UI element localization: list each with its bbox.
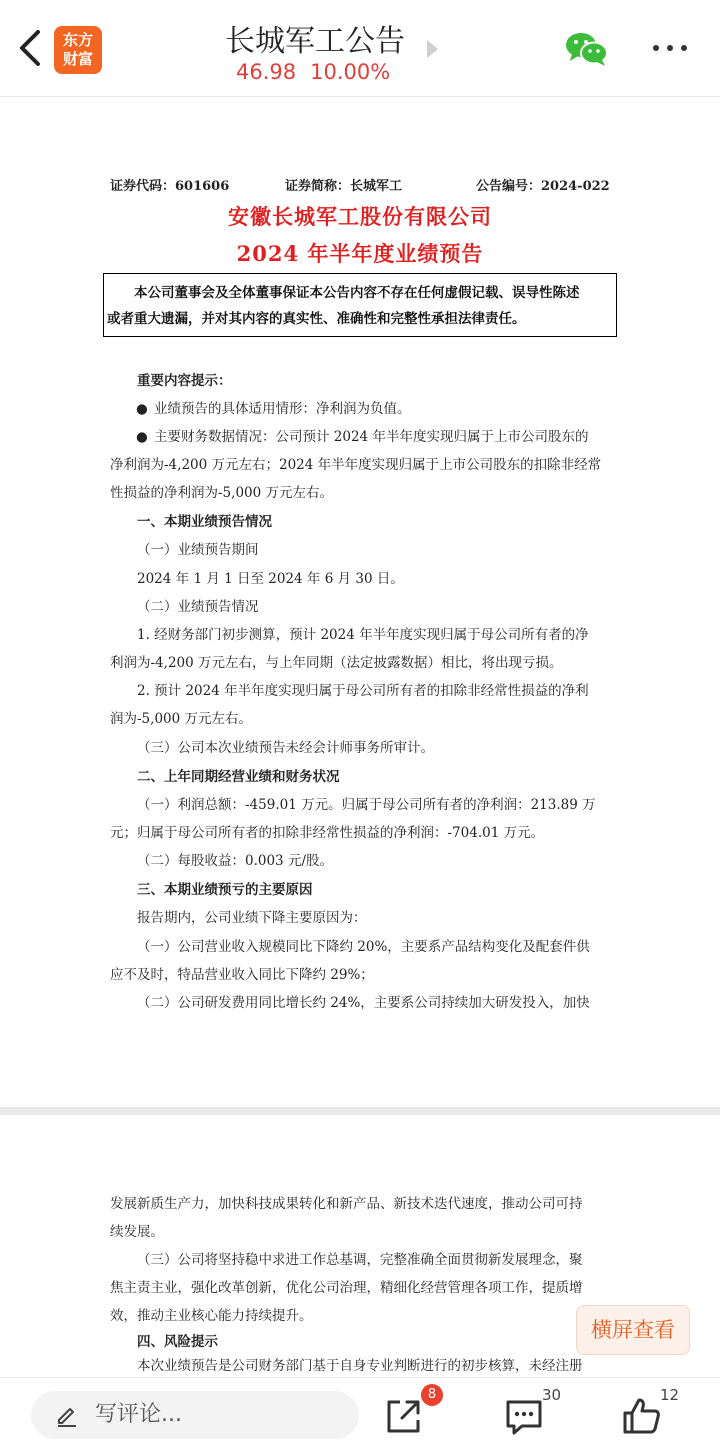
section-heading: 二、上年同期经营业绩和财务状况: [137, 769, 340, 785]
paragraph-line: （一）公司营业收入规模同比下降约 20%，主要系产品结构变化及配套件供: [137, 939, 590, 955]
security-code: 证券代码：601606: [110, 179, 230, 194]
bottom-action-bar: [0, 1377, 720, 1453]
document-title: 2024 年半年度业绩预告: [236, 241, 484, 266]
comment-count: 30: [542, 1386, 562, 1404]
bullet-icon: ●: [136, 401, 148, 417]
paragraph-line: （二）业绩预告情况: [137, 599, 259, 615]
paragraph-line: 本次业绩预告是公司财务部门基于自身专业判断进行的初步核算，未经注册: [137, 1358, 583, 1374]
stock-change: 10.00%: [310, 60, 391, 84]
notice-number: 公告编号：2024-022: [476, 179, 610, 194]
stock-price: 46.98: [236, 60, 297, 84]
paragraph-line: 润为-5,000 万元左右。: [110, 711, 253, 727]
security-abbr: 证券简称：长城军工: [285, 179, 403, 194]
pen-icon: [55, 1403, 79, 1427]
paragraph-line: 应不及时，特品营业收入同比下降约 29%；: [110, 967, 374, 983]
paragraph-line: 焦主责主业，强化改革创新，优化公司治理，精细化经营管理各项工作，提质增: [110, 1280, 583, 1296]
wechat-icon[interactable]: [564, 30, 610, 68]
statement-line: 本公司董事会及全体董事保证本公告内容不存在任何虚假记载、误导性陈述: [134, 285, 580, 301]
app-logo[interactable]: [54, 26, 102, 74]
page-title: 长城军工公告: [225, 24, 405, 59]
section-heading: 四、风险提示: [137, 1334, 218, 1350]
paragraph-line: 报告期内，公司业绩下降主要原因为：: [137, 910, 367, 926]
paragraph-line: （三）公司本次业绩预告未经会计师事务所审计。: [137, 740, 434, 756]
like-button[interactable]: [618, 1386, 680, 1440]
tip-text: 主要财务数据情况：公司预计 2024 年半年度实现归属于上市公司股东的: [154, 429, 589, 445]
landscape-view-button[interactable]: 横屏查看: [576, 1305, 690, 1355]
page-divider: [0, 1107, 720, 1115]
paragraph-line: （二）每股收益：0.003 元/股。: [137, 853, 333, 869]
share-icon: [382, 1394, 426, 1438]
share-button[interactable]: [380, 1387, 440, 1440]
paragraph-line: 利润为-4,200 万元左右，与上年同期（法定披露数据）相比，将出现亏损。: [110, 655, 563, 671]
stock-quote: [236, 60, 404, 84]
comment-placeholder: 写评论...: [95, 1402, 182, 1427]
top-nav-bar: [0, 0, 720, 97]
tip-text: 性损益的净利润为-5,000 万元左右。: [110, 485, 334, 501]
section-heading: 一、本期业绩预告情况: [137, 514, 272, 530]
like-count: 12: [660, 1386, 680, 1404]
bullet-icon: ●: [136, 429, 148, 445]
share-badge: 8: [421, 1384, 443, 1406]
paragraph-line: （三）公司将坚持稳中求进工作总基调，完整准确全面贯彻新发展理念，聚: [137, 1252, 583, 1268]
paragraph-line: （二）公司研发费用同比增长约 24%，主要系公司持续加大研发投入，加快: [137, 995, 590, 1011]
comment-input[interactable]: [31, 1391, 359, 1439]
paragraph-line: 2024 年 1 月 1 日至 2024 年 6 月 30 日。: [137, 571, 404, 587]
statement-box: [103, 273, 617, 337]
company-name: 安徽长城军工股份有限公司: [228, 204, 492, 229]
expand-arrow-icon[interactable]: [427, 40, 438, 58]
more-icon[interactable]: [650, 38, 690, 58]
section-heading: 重要内容提示：: [137, 373, 232, 389]
paragraph-line: 发展新质生产力，加快科技成果转化和新产品、新技术迭代速度，推动公司可持: [110, 1196, 583, 1212]
paragraph-line: （一）利润总额：-459.01 万元。归属于母公司所有者的净利润：213.89 万: [137, 797, 596, 813]
paragraph-line: 续发展。: [110, 1224, 164, 1240]
paragraph-line: 元；归属于母公司所有者的扣除非经常性损益的净利润：-704.01 万元。: [110, 825, 545, 841]
back-arrow-icon[interactable]: [14, 26, 48, 70]
paragraph-line: 1. 经财务部门初步测算，预计 2024 年半年度实现归属于母公司所有者的净: [137, 627, 589, 643]
paragraph-line: （一）业绩预告期间: [137, 542, 259, 558]
tip-text: 业绩预告的具体适用情形：净利润为负值。: [154, 401, 411, 417]
paragraph-line: 2. 预计 2024 年半年度实现归属于母公司所有者的扣除非经常性损益的净利: [137, 683, 589, 699]
logo-text-top: 东方: [62, 31, 93, 49]
section-heading: 三、本期业绩预亏的主要原因: [137, 882, 313, 898]
comment-bubble-icon: [502, 1394, 546, 1438]
statement-line: 或者重大遗漏，并对其内容的真实性、准确性和完整性承担法律责任。: [107, 311, 526, 327]
paragraph-line: 效，推动主业核心能力持续提升。: [110, 1308, 313, 1324]
comments-button[interactable]: [500, 1386, 562, 1440]
thumbs-up-icon: [620, 1394, 664, 1438]
tip-text: 净利润为-4,200 万元左右；2024 年半年度实现归属于上市公司股东的扣除非经常: [110, 457, 602, 473]
logo-text-bottom: 财富: [62, 50, 93, 68]
